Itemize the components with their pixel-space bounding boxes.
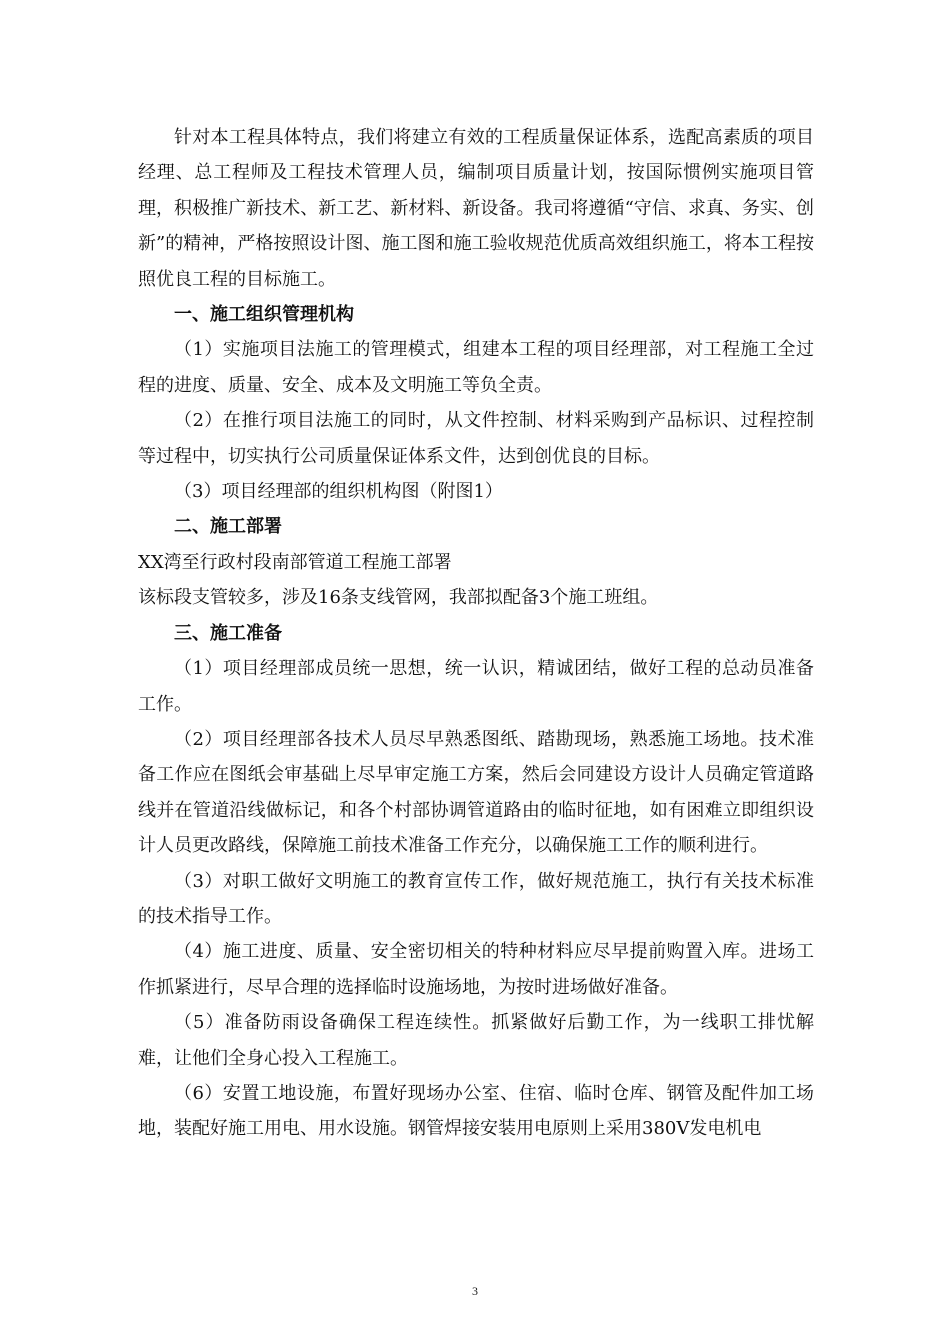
body-paragraph: （2）项目经理部各技术人员尽早熟悉图纸、踏勘现场，熟悉施工场地。技术准备工作应在图纸会审基础上尽早审定施工方案，然后会同建设方设计人员确定管道路线并在管道沿线做标记，和各个村部协调管道路由的临时征地，如有困难立即组织设计人员更改路线，保障施工前技术准备工作充分，以确保施工工作的顺利进行。 xyxy=(138,728,814,857)
body-paragraph: （5）准备防雨设备确保工程连续性。抓紧做好后勤工作，为一线职工排忧解难，让他们全身心投入工程施工。 xyxy=(138,1012,814,1069)
body-paragraph: （2）在推行项目法施工的同时，从文件控制、材料采购到产品标识、过程控制等过程中，切实执行公司质量保证体系文件，达到创优良的目标。 xyxy=(138,410,814,467)
body-paragraph: （1）实施项目法施工的管理模式，组建本工程的项目经理部，对工程施工全过程的进度、质量、安全、成本及文明施工等负全责。 xyxy=(138,339,814,396)
body-paragraph: 该标段支管较多，涉及16条支线管网，我部拟配备3个施工班组。 xyxy=(138,587,659,609)
page-number: 3 xyxy=(472,1284,478,1298)
body-paragraph: XX湾至行政村段南部管道工程施工部署 xyxy=(138,551,452,573)
section-heading-2: 二、施工部署 xyxy=(174,516,282,538)
body-paragraph: （4）施工进度、质量、安全密切相关的特种材料应尽早提前购置入库。进场工作抓紧进行，尽早合理的选择临时设施场地，为按时进场做好准备。 xyxy=(138,941,814,998)
body-paragraph: （6）安置工地设施，布置好现场办公室、住宿、临时仓库、钢管及配件加工场地，装配好施工用电、用水设施。钢管焊接安装用电原则上采用380V发电机电 xyxy=(138,1082,814,1140)
section-heading-1: 一、施工组织管理机构 xyxy=(174,304,354,326)
body-paragraph: （1）项目经理部成员统一思想，统一认识，精诚团结，做好工程的总动员准备工作。 xyxy=(138,658,814,715)
intro-paragraph: 针对本工程具体特点，我们将建立有效的工程质量保证体系，选配高素质的项目经理、总工程师及工程技术管理人员，编制项目质量计划，按国际惯例实施项目管理，积极推广新技术、新工艺、新材料、新设备。我司将遵循“守信、求真、务实、创新”的精神，严格按照设计图、施工图和施工验收规范优质高效组织施工，将本工程按照优良工程的目标施工。 xyxy=(138,127,814,290)
document-body xyxy=(138,120,814,1147)
section-heading-3: 三、施工准备 xyxy=(174,622,282,644)
body-paragraph: （3）项目经理部的组织机构图（附图1） xyxy=(174,481,503,503)
body-paragraph: （3）对职工做好文明施工的教育宣传工作，做好规范施工，执行有关技术标准的技术指导工作。 xyxy=(138,870,814,927)
